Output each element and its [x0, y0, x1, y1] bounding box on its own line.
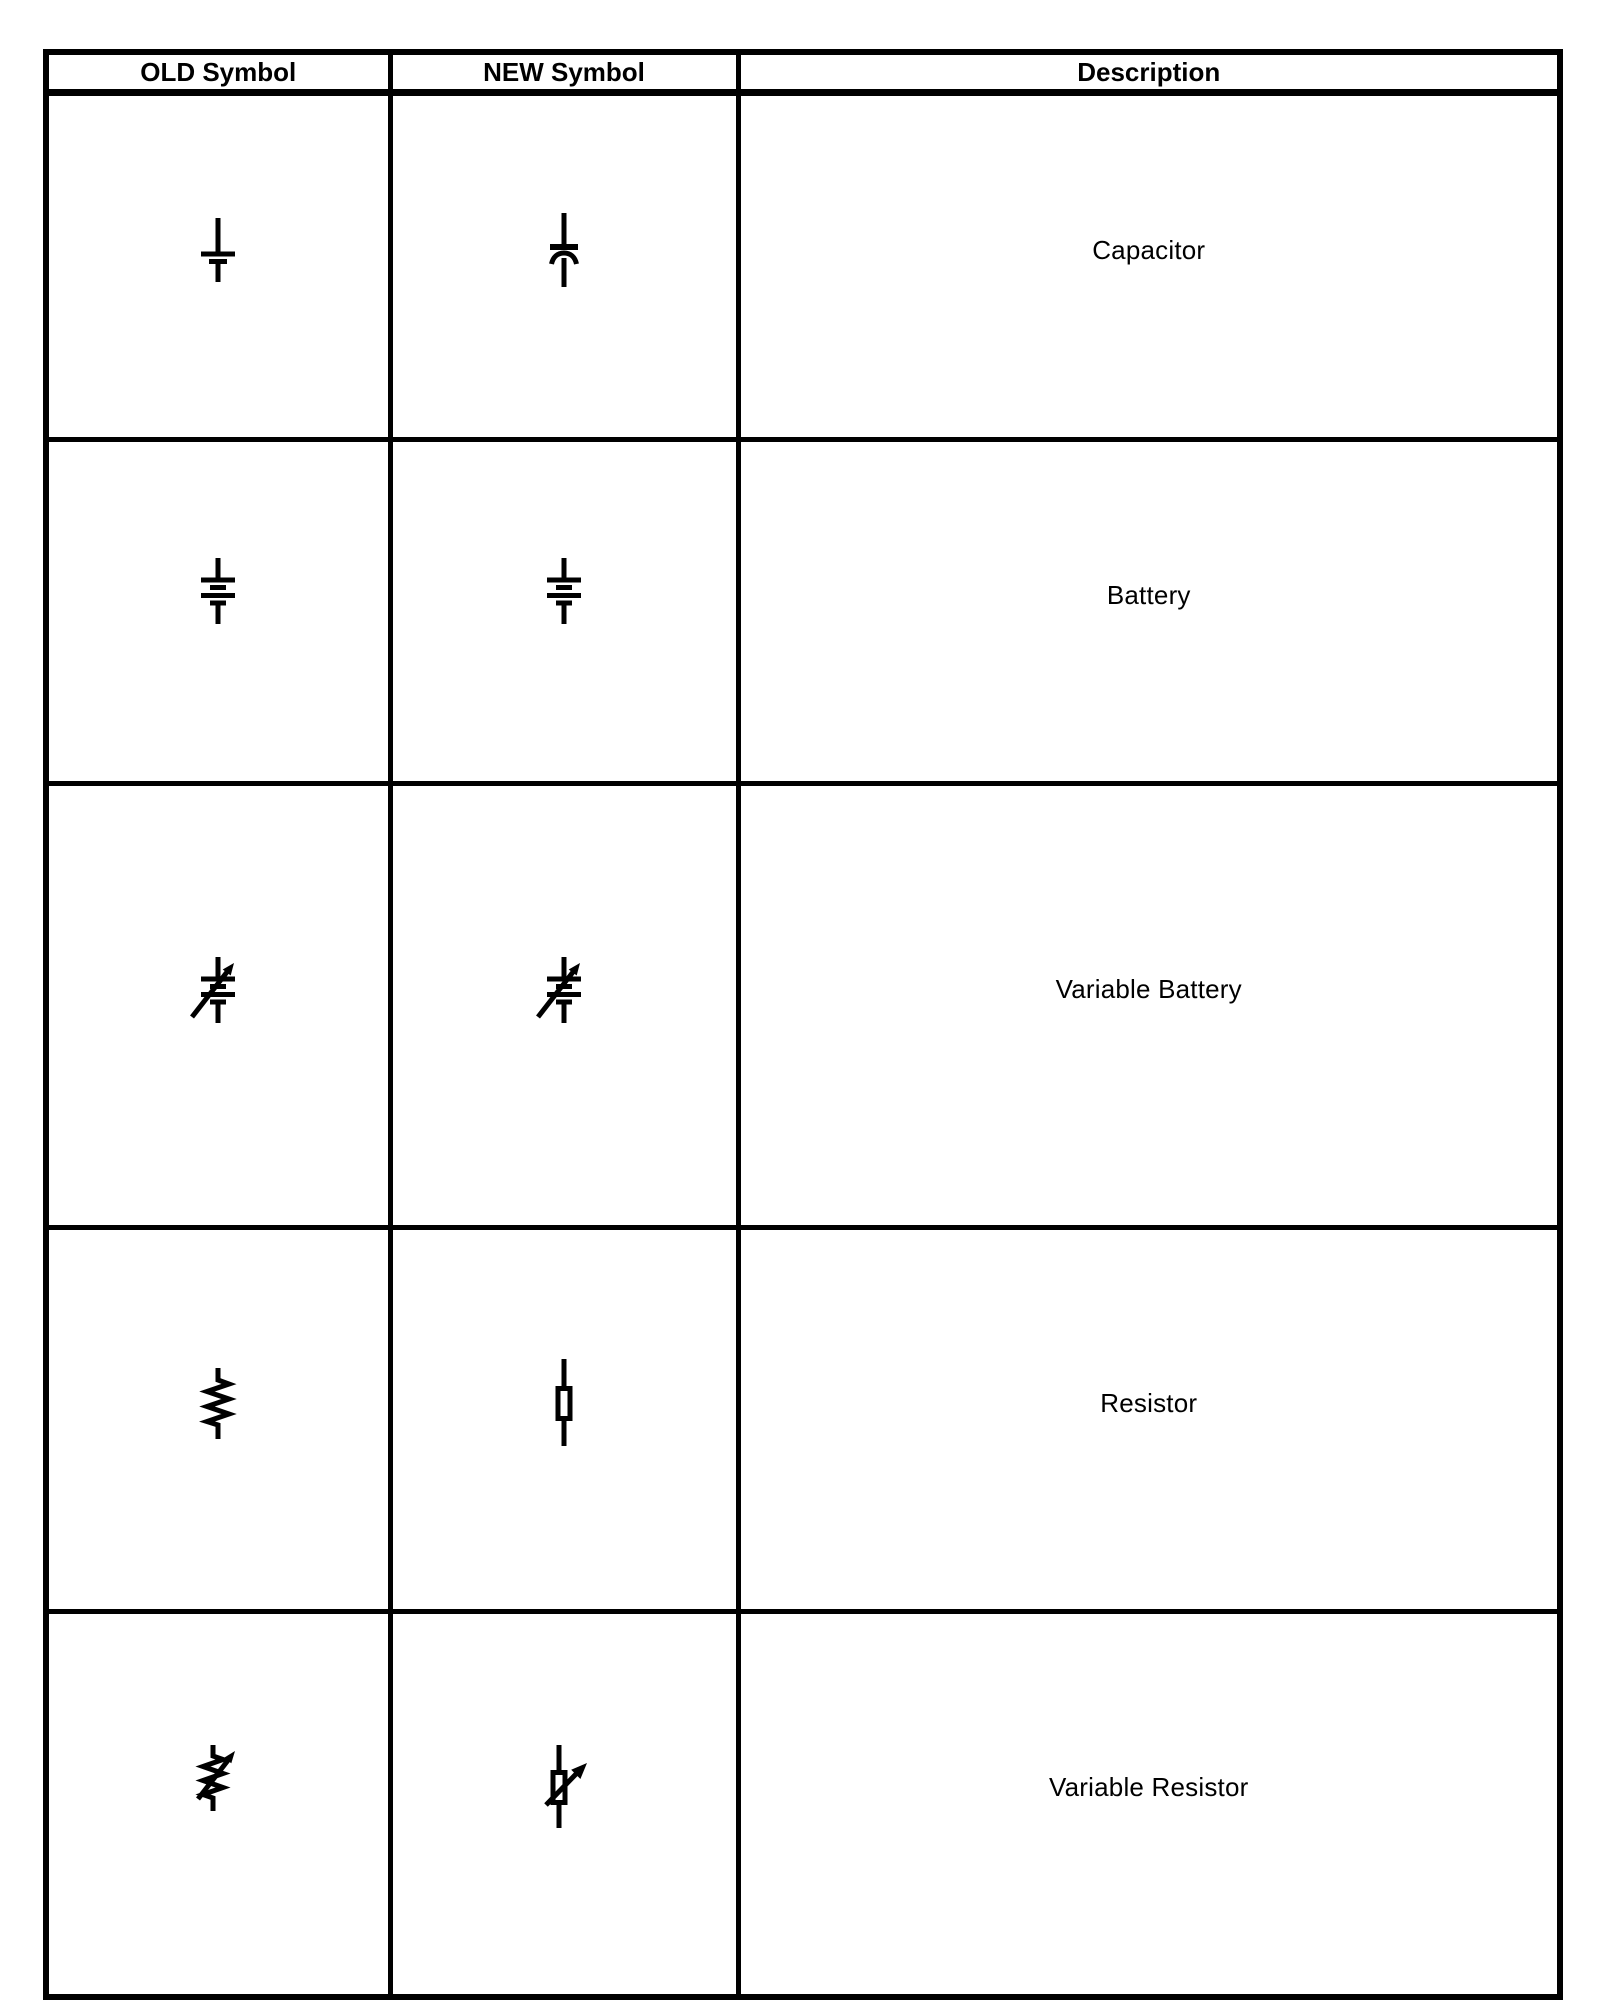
description-text: Battery [1106, 580, 1191, 611]
new-symbol-cell [390, 440, 738, 783]
variable-resistor-old-symbol-icon [163, 1743, 273, 1833]
old-symbol-cell [46, 1228, 390, 1612]
description-cell [738, 1228, 1560, 1612]
capacitor-old-symbol-icon [168, 216, 268, 286]
variable-battery-new-symbol-icon [514, 937, 614, 1042]
column-header-old-symbol: OLD Symbol [46, 52, 390, 93]
new-symbol-cell [390, 1228, 738, 1612]
resistor-old-symbol-icon [168, 1366, 268, 1441]
resistor-new-symbol-icon [514, 1358, 614, 1448]
symbol-comparison-table [43, 49, 1563, 2000]
description-text: Capacitor [1092, 235, 1206, 266]
old-symbol-cell [46, 783, 390, 1227]
description-text: Variable Resistor [1049, 1772, 1249, 1803]
old-symbol-cell [46, 1611, 390, 1997]
old-symbol-cell [46, 93, 390, 440]
new-symbol-cell [390, 93, 738, 440]
table-row-variable-battery [46, 783, 1560, 1227]
battery-new-symbol-icon [514, 556, 614, 636]
description-cell [738, 783, 1560, 1227]
column-header-new-symbol: NEW Symbol [390, 52, 738, 93]
old-symbol-cell [46, 440, 390, 783]
table-row-variable-resistor [46, 1611, 1560, 1997]
description-cell [738, 1611, 1560, 1997]
new-symbol-cell [390, 1611, 738, 1997]
variable-battery-old-symbol-icon [168, 937, 268, 1042]
description-text: Resistor [1100, 1387, 1198, 1418]
table-row-resistor [46, 1228, 1560, 1612]
description-text: Variable Battery [1055, 973, 1242, 1004]
description-cell [738, 440, 1560, 783]
table-row-battery [46, 440, 1560, 783]
battery-old-symbol-icon [168, 556, 268, 636]
capacitor-new-symbol-icon [514, 211, 614, 291]
variable-resistor-new-symbol-icon [509, 1743, 619, 1833]
new-symbol-cell [390, 783, 738, 1227]
table-row-capacitor [46, 93, 1560, 440]
description-cell [738, 93, 1560, 440]
column-header-description: Description [738, 52, 1560, 93]
